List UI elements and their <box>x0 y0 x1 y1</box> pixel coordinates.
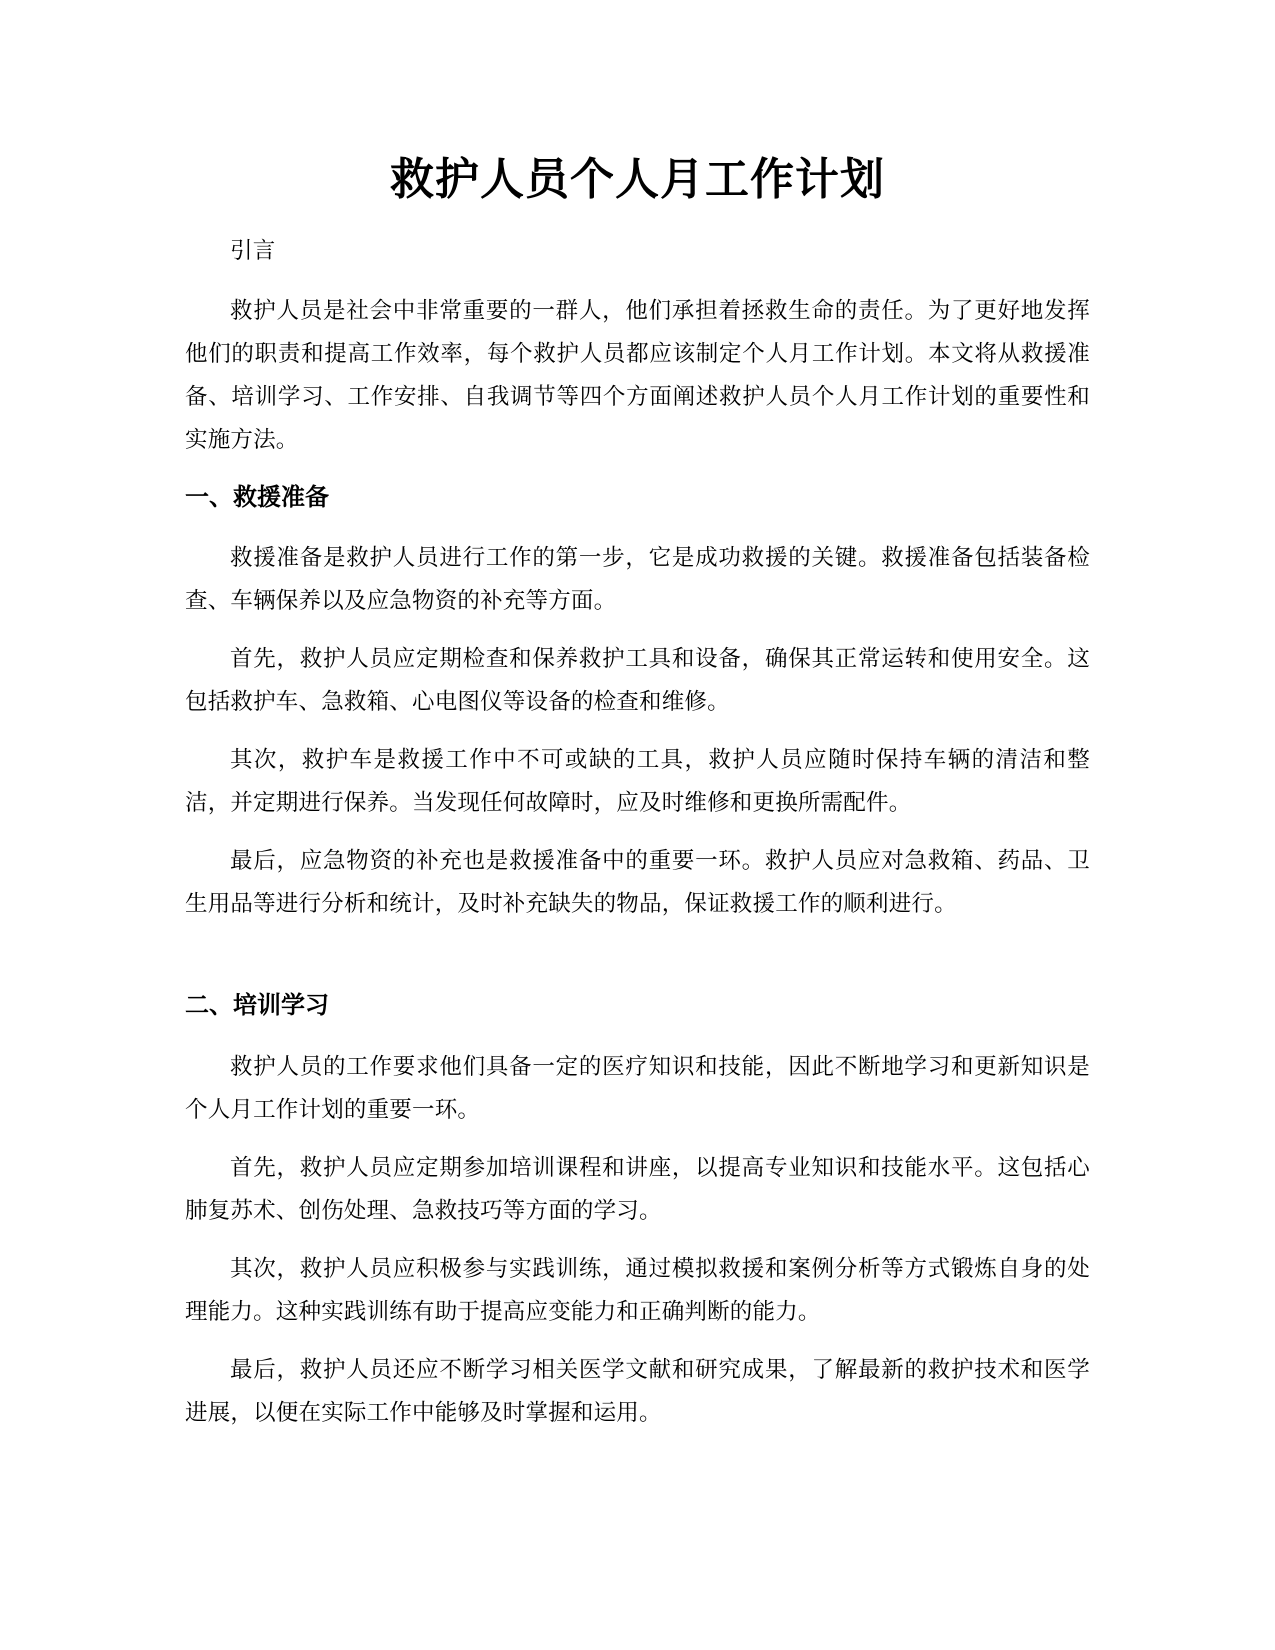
section-2-paragraph-3: 其次，救护人员应积极参与实践训练，通过模拟救援和案例分析等方式锻炼自身的处理能力。这种实践训练有助于提高应变能力和正确判断的能力。 <box>185 1256 1090 1325</box>
section-1-paragraph-4: 最后，应急物资的补充也是救援准备中的重要一环。救护人员应对急救箱、药品、卫生用品等进行分析和统计，及时补充缺失的物品，保证救援工作的顺利进行。 <box>185 848 1090 917</box>
section-2-paragraph-4: 最后，救护人员还应不断学习相关医学文献和研究成果，了解最新的救护技术和医学进展，以便在实际工作中能够及时掌握和运用。 <box>185 1357 1090 1426</box>
document-title: 救护人员个人月工作计划 <box>390 154 885 205</box>
section-2-paragraph-1: 救护人员的工作要求他们具备一定的医疗知识和技能，因此不断地学习和更新知识是个人月工作计划的重要一环。 <box>185 1054 1090 1123</box>
intro-paragraph: 救护人员是社会中非常重要的一群人，他们承担着拯救生命的责任。为了更好地发挥他们的职责和提高工作效率，每个救护人员都应该制定个人月工作计划。本文将从救援准备、培训学习、工作安排、自我调节等四个方面阐述救护人员个人月工作计划的重要性和实施方法。 <box>185 298 1090 453</box>
section-2-paragraph-2: 首先，救护人员应定期参加培训课程和讲座，以提高专业知识和技能水平。这包括心肺复苏术、创伤处理、急救技巧等方面的学习。 <box>185 1155 1090 1224</box>
section-1-paragraph-3: 其次，救护车是救援工作中不可或缺的工具，救护人员应随时保持车辆的清洁和整洁，并定期进行保养。当发现任何故障时，应及时维修和更换所需配件。 <box>185 747 1090 816</box>
section-1-paragraph-1: 救援准备是救护人员进行工作的第一步，它是成功救援的关键。救援准备包括装备检查、车辆保养以及应急物资的补充等方面。 <box>185 545 1090 614</box>
section-heading-training: 二、培训学习 <box>185 991 329 1019</box>
section-heading-rescue-preparation: 一、救援准备 <box>185 483 329 511</box>
section-1-paragraph-2: 首先，救护人员应定期检查和保养救护工具和设备，确保其正常运转和使用安全。这包括救护车、急救箱、心电图仪等设备的检查和维修。 <box>185 646 1090 715</box>
intro-label: 引言 <box>230 238 276 264</box>
